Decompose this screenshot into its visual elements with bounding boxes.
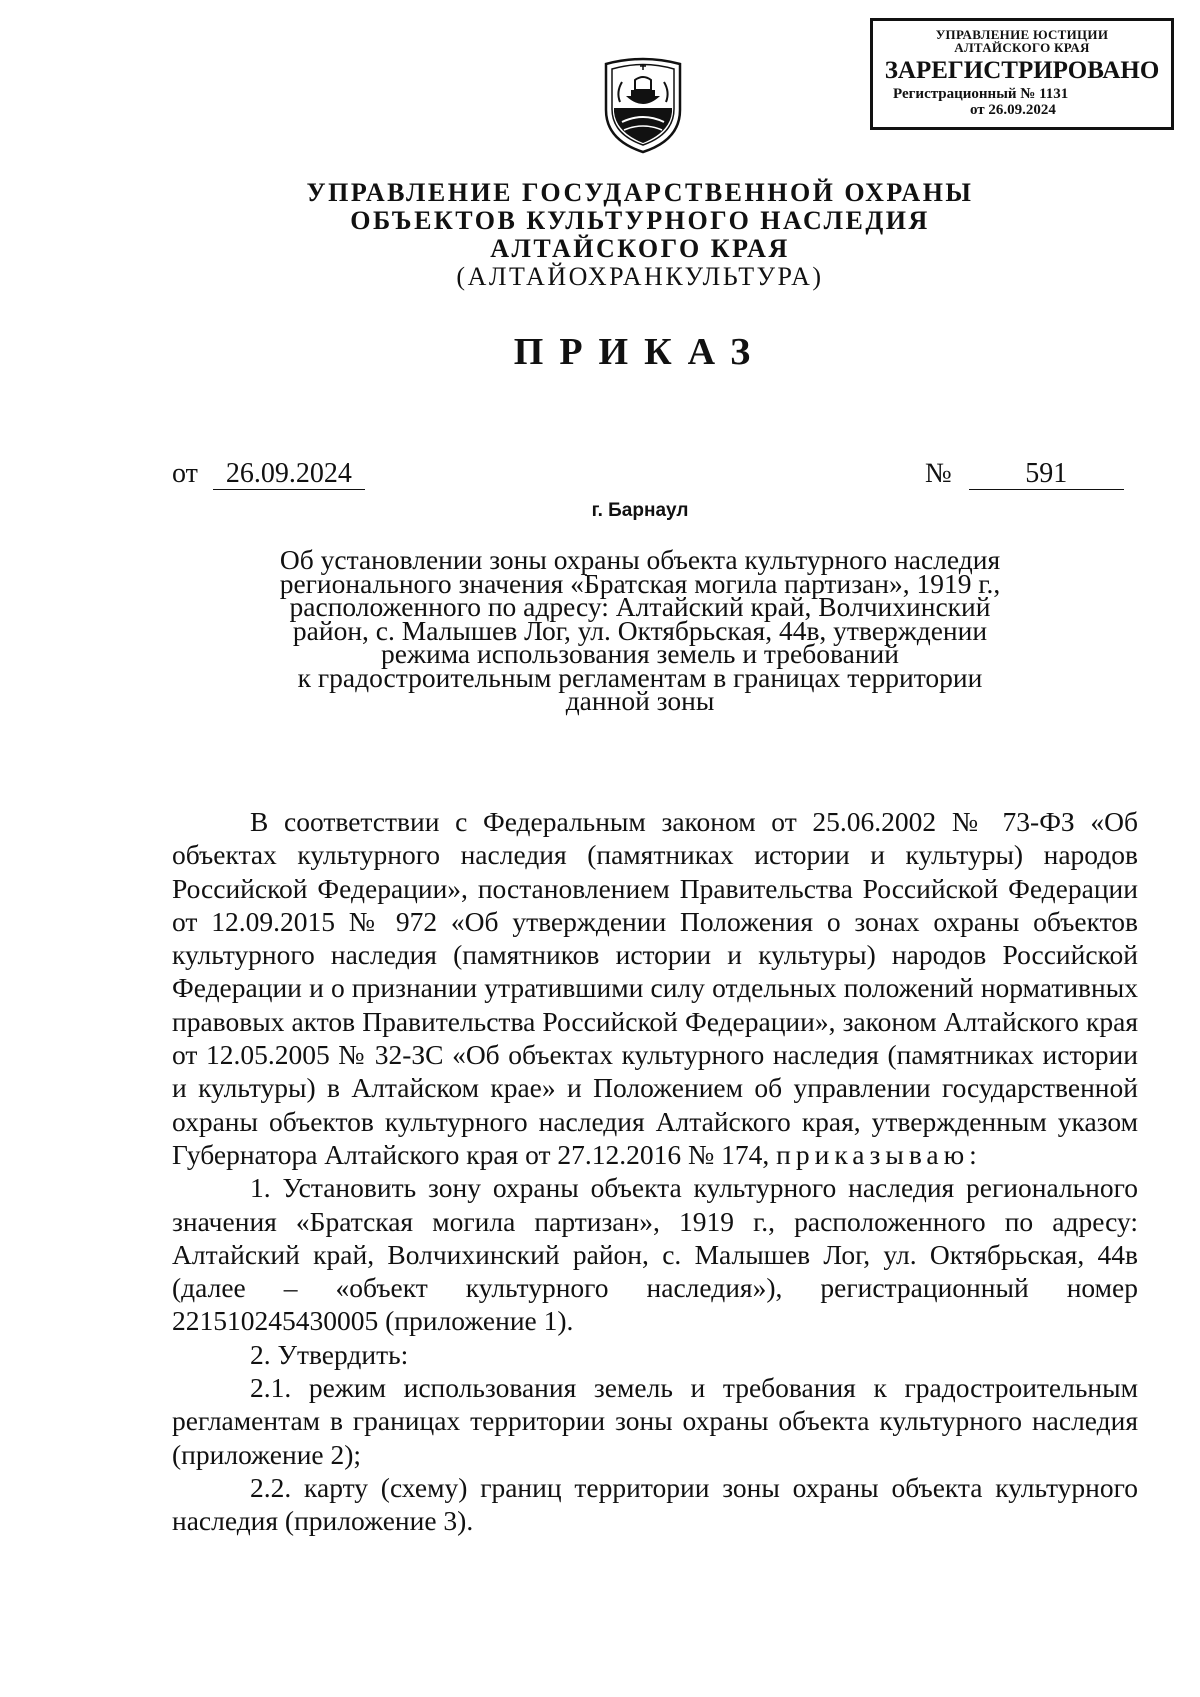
subject-line: расположенного по адресу: Алтайский край, Волчихинский bbox=[289, 591, 991, 622]
date-block bbox=[172, 458, 365, 490]
org-abbreviation: (АЛТАЙОХРАНКУЛЬТУРА) bbox=[456, 262, 824, 291]
subject-line: район, с. Малышев Лог, ул. Октябрьская, 44в, утверждении bbox=[292, 614, 988, 646]
org-name-line2: ОБЪЕКТОВ КУЛЬТУРНОГО НАСЛЕДИЯ bbox=[350, 206, 930, 235]
number-prefix: № bbox=[925, 458, 952, 489]
subject-line: регионального значения «Братская могила партизан», 1919 г., bbox=[279, 567, 1001, 599]
registration-stamp bbox=[870, 18, 1174, 130]
subject-line: режима использования земель и требований bbox=[381, 638, 899, 669]
stamp-status: ЗАРЕГИСТРИРОВАНО bbox=[884, 57, 1160, 84]
org-name-line3: АЛТАЙСКОГО КРАЯ bbox=[490, 234, 790, 263]
stamp-reg-number: Регистрационный № 1131 bbox=[893, 86, 1069, 102]
order-subject bbox=[190, 544, 1090, 716]
stamp-authority-line2: АЛТАЙСКОГО КРАЯ bbox=[954, 40, 1090, 55]
item-2-2: 2.2. карту (схему) границ территории зоны охраны объекта культурного наследия (приложение 3). bbox=[172, 1471, 1138, 1537]
stamp-reg-date: от 26.09.2024 bbox=[970, 102, 1056, 118]
order-date: 26.09.2024 bbox=[213, 459, 365, 490]
preamble-text: В соответствии с Федеральным законом от 25.06.2002 № 73-ФЗ «Об объектах культурного наследия (памятниках истории и культуры) народов Российской Федерации», постановлением Правительства Российской Федерации от 12.09.2015 № 972 «Об утверждении Положения о зонах охраны объектов культурного наследия (памятников истории и культуры) народов Российской Федерации и о признании утратившими силу отдельных положений нормативных правовых актов Правительства Российской Федерации», законом Алтайского края от 12.05.2005 № 32-ЗС «Об объектах культурного наследия (памятниках истории и культуры) в Алтайском крае» и Положением об управлении государственной охраны объектов культурного наследия Алтайского края, утвержденным указом Губернатора Алтайского края от 27.12.2016 № 174, bbox=[172, 806, 1138, 1170]
number-block bbox=[925, 458, 1124, 490]
order-word: приказываю: bbox=[776, 1138, 982, 1170]
altai-krai-coat-of-arms-icon bbox=[598, 52, 688, 154]
stamp-authority-line1: УПРАВЛЕНИЕ ЮСТИЦИИ bbox=[935, 27, 1109, 42]
order-body bbox=[172, 805, 1138, 1538]
subject-line: к градостроительным регламентам в границах территории bbox=[297, 661, 983, 693]
subject-line: данной зоны bbox=[565, 685, 715, 716]
item-2-1: 2.1. режим использования земель и требования к градостроительным регламентам в границах территории зоны охраны объекта культурного наследия (приложение 2); bbox=[172, 1372, 1138, 1470]
order-number: 591 bbox=[969, 459, 1124, 490]
date-prefix: от bbox=[172, 458, 198, 489]
item-1: 1. Установить зону охраны объекта культурного наследия регионального значения «Братская могила партизан», 1919 г., расположенного по адресу: Алтайский край, Волчихинский район, с. Малышев Лог, ул. Октябрьская, 44в (далее – «объект культурного наследия»), регистрационный номер 221510245430005 (приложение 1). bbox=[172, 1172, 1138, 1337]
document-type-title: ПРИКАЗ bbox=[513, 331, 767, 373]
city: г. Барнаул bbox=[591, 500, 689, 521]
org-name-line1: УПРАВЛЕНИЕ ГОСУДАРСТВЕННОЙ ОХРАНЫ bbox=[306, 178, 974, 207]
item-2: 2. Утвердить: bbox=[250, 1338, 409, 1370]
preamble-paragraph bbox=[172, 805, 1138, 1171]
subject-line: Об установлении зоны охраны объекта культурного наследия bbox=[279, 544, 1001, 575]
